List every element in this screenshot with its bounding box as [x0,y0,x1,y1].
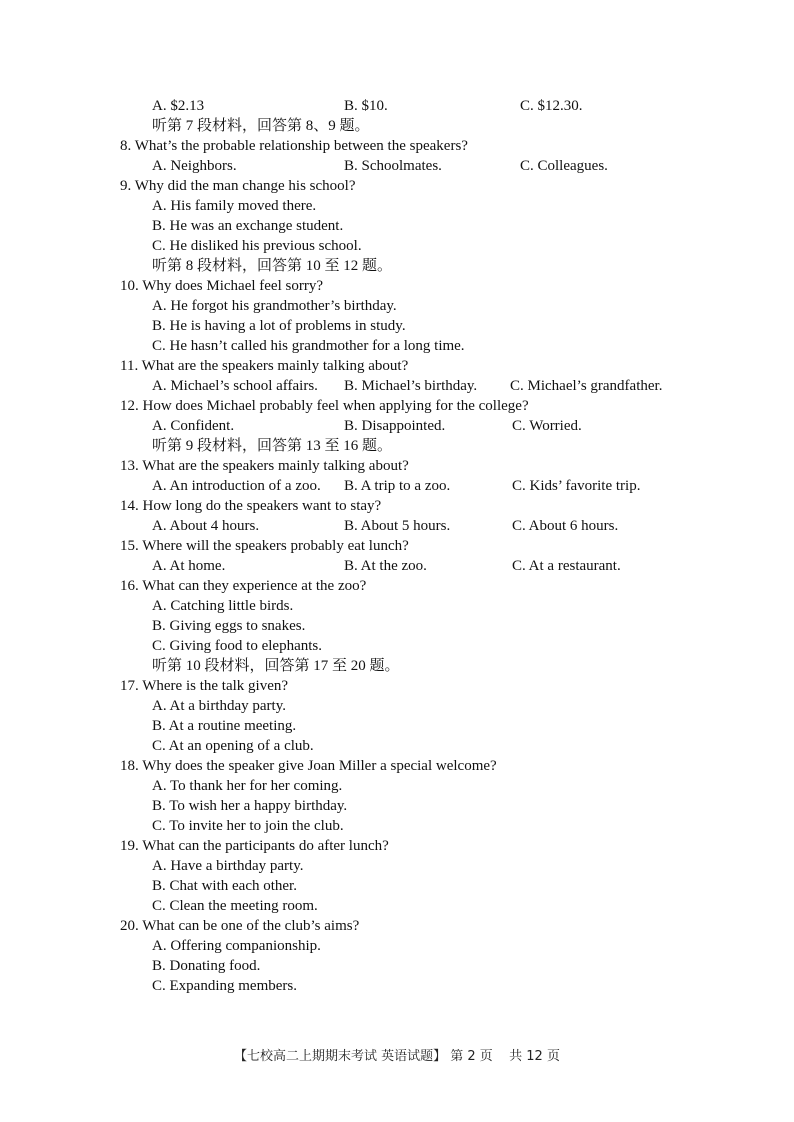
q16-option-b: B. Giving eggs to snakes. [152,618,306,634]
question-18: 18. Why does the speaker give Joan Miller a special welcome? [120,758,497,774]
page-footer [0,1048,794,1066]
q7-option-b: B. $10. [344,98,388,114]
q8-option-b: B. Schoolmates. [344,158,442,174]
q19-option-a: A. Have a birthday party. [152,858,304,874]
q17-option-b: B. At a routine meeting. [152,718,297,734]
question-10: 10. Why does Michael feel sorry? [120,278,323,294]
q14-option-b: B. About 5 hours. [344,518,451,534]
question-17: 17. Where is the talk given? [120,678,289,694]
section-10-instruction: 听第 10 段材料，回答第 17 至 20 题。 [152,658,400,674]
q10-option-c: C. He hasn’t called his grandmother for a long time. [152,338,465,354]
question-8: 8. What’s the probable relationship between the speakers? [120,138,468,154]
q11-option-b: B. Michael’s birthday. [344,378,478,394]
q19-option-b: B. Chat with each other. [152,878,297,894]
q17-option-c: C. At an opening of a club. [152,738,314,754]
section-8-instruction: 听第 8 段材料，回答第 10 至 12 题。 [152,258,393,274]
q18-option-c: C. To invite her to join the club. [152,818,344,834]
question-9: 9. Why did the man change his school? [120,178,356,194]
q16-option-a: A. Catching little birds. [152,598,294,614]
q18-option-a: A. To thank her for her coming. [152,778,343,794]
footer-title: 【七校高二上期期末考试 英语试题】 [234,1049,447,1064]
footer-total-pages: 共 12 页 [509,1049,560,1064]
q9-option-a: A. His family moved there. [152,198,317,214]
q15-option-c: C. At a restaurant. [512,558,621,574]
question-12: 12. How does Michael probably feel when applying for the college? [120,398,529,414]
q20-option-b: B. Donating food. [152,958,261,974]
q20-option-a: A. Offering companionship. [152,938,321,954]
q10-option-b: B. He is having a lot of problems in study. [152,318,406,334]
q13-option-a: A. An introduction of a zoo. [152,478,321,494]
q9-option-c: C. He disliked his previous school. [152,238,362,254]
q14-option-c: C. About 6 hours. [512,518,619,534]
q12-option-a: A. Confident. [152,418,235,434]
q15-option-a: A. At home. [152,558,226,574]
question-11: 11. What are the speakers mainly talking about? [120,358,409,374]
q13-option-c: C. Kids’ favorite trip. [512,478,641,494]
question-16: 16. What can they experience at the zoo? [120,578,367,594]
q20-option-c: C. Expanding members. [152,978,297,994]
q12-option-b: B. Disappointed. [344,418,446,434]
q7-option-c: C. $12.30. [520,98,583,114]
question-14: 14. How long do the speakers want to stay? [120,498,382,514]
q16-option-c: C. Giving food to elephants. [152,638,322,654]
q17-option-a: A. At a birthday party. [152,698,286,714]
section-7-instruction: 听第 7 段材料，回答第 8、9 题。 [152,118,370,134]
question-20: 20. What can be one of the club’s aims? [120,918,360,934]
q18-option-b: B. To wish her a happy birthday. [152,798,348,814]
q19-option-c: C. Clean the meeting room. [152,898,318,914]
q8-option-a: A. Neighbors. [152,158,237,174]
q9-option-b: B. He was an exchange student. [152,218,344,234]
q15-option-b: B. At the zoo. [344,558,427,574]
q11-option-a: A. Michael’s school affairs. [152,378,318,394]
q14-option-a: A. About 4 hours. [152,518,260,534]
footer-page-number: 第 2 页 [450,1049,493,1064]
q13-option-b: B. A trip to a zoo. [344,478,451,494]
q12-option-c: C. Worried. [512,418,582,434]
q8-option-c: C. Colleagues. [520,158,608,174]
section-9-instruction: 听第 9 段材料，回答第 13 至 16 题。 [152,438,393,454]
q11-option-c: C. Michael’s grandfather. [510,378,663,394]
q10-option-a: A. He forgot his grandmother’s birthday. [152,298,397,314]
question-19: 19. What can the participants do after lunch? [120,838,389,854]
question-13: 13. What are the speakers mainly talking about? [120,458,409,474]
question-15: 15. Where will the speakers probably eat lunch? [120,538,409,554]
q7-option-a: A. $2.13 [152,98,205,114]
